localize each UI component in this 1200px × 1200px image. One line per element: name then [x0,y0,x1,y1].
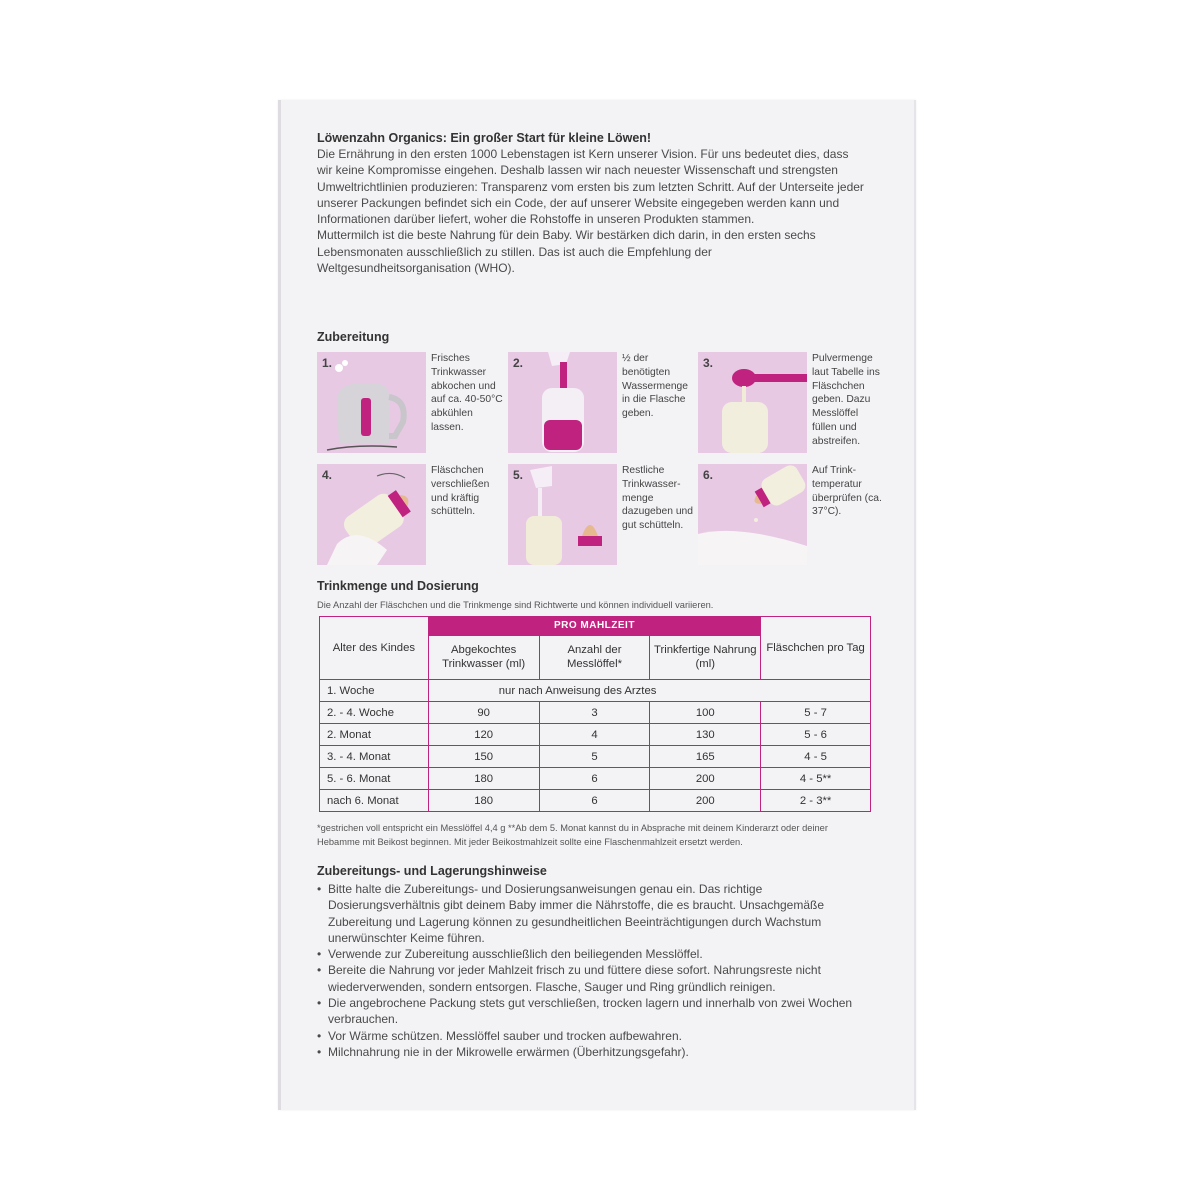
cell-ready: 200 [650,768,761,790]
cell-scoops: 3 [539,702,650,724]
pour-rest-icon [508,464,617,565]
cell-scoops: 6 [539,768,650,790]
dosage-subtitle: Die Anzahl der Fläschchen und die Trinkmenge sind Richtwerte und können individuell variieren. [317,600,714,610]
cell-age: 1. Woche [320,680,429,702]
step-6 [698,464,883,565]
cell-bottles: 4 - 5 [761,746,871,768]
header-ready-food: Trinkfertige Nahrung (ml) [650,635,761,679]
cell-water: 180 [428,768,539,790]
header-pro-meal: PRO MAHLZEIT [428,617,760,636]
step-number: 5. [513,468,524,482]
step-5 [508,464,693,565]
table-row [320,768,871,790]
table-row [320,790,871,812]
step-1 [317,352,502,453]
list-item: • Vor Wärme schützen. Messlöffel sauber und trocken aufbewahren. [317,1028,865,1044]
table-row [320,702,871,724]
list-item: • Verwende zur Zubereitung ausschließlich den beiliegenden Messlöffel. [317,946,865,962]
dosage-footnote: *gestrichen voll entspricht ein Messlöffel 4,4 g **Ab dem 5. Monat kannst du in Absprache mit deinem Kinderarzt oder deiner Hebamme mit Beikost beginnen. Mit jeder Beikostmahlzeit sollte eine Flaschenmahlzeit ersetzt werden. [317,823,828,847]
package-back-panel [278,100,916,1110]
shake-bottle-icon [317,464,426,565]
dosage-title: Trinkmenge und Dosierung [317,579,479,593]
header-scoops: Anzahl der Messlöffel* [539,635,650,679]
package-content [317,130,882,1059]
step-text: ½ der benötigten Wassermenge in die Flasche geben. [622,353,688,420]
step-number: 1. [322,356,333,370]
list-item: • Bereite die Nahrung vor jeder Mahlzeit frisch zu und füttere diese sofort. Nahrungsreste nicht wiederverwenden, sondern entsorgen. Flasche, Sauger und Ring gründlich reinigen. [317,962,865,995]
step-text: Pulvermenge laut Tabelle ins Fläschchen geben. Dazu Messlöffel füllen und abstreifen. [812,353,880,447]
cell-bottles: 2 - 3** [761,790,871,812]
step-2 [508,352,693,453]
cell-bottles: 5 - 7 [761,702,871,724]
cell-scoops: 6 [539,790,650,812]
header-age: Alter des Kindes [320,617,429,680]
wrist-test-icon [698,464,807,565]
cell-water: 150 [428,746,539,768]
list-item: • Milchnahrung nie in der Mikrowelle erwärmen (Überhitzungsgefahr). [317,1044,865,1060]
step-text: Restliche Trinkwasser-menge dazugeben und gut schütteln. [622,465,694,532]
cell-scoops: 4 [539,724,650,746]
cell-water: 120 [428,724,539,746]
step-text: Fläschchen verschließen und kräftig schütteln. [431,465,490,518]
header-water: Abgekochtes Trinkwasser (ml) [428,635,539,679]
list-item: • Die angebrochene Packung stets gut verschließen, trocken lagern und innerhalb von zwei Wochen verbrauchen. [317,995,865,1028]
cell-water: 90 [428,702,539,724]
cell-age: 2. - 4. Woche [320,702,429,724]
table-row [320,724,871,746]
step-text: Auf Trink-temperatur überprüfen (ca. 37°C). [812,465,882,518]
care-title: Zubereitungs- und Lagerungshinweise [317,864,547,878]
step-3 [698,352,883,453]
kettle-icon [317,352,426,453]
cell-ready: 130 [650,724,761,746]
preparation-steps [317,352,882,565]
cell-ready: 100 [650,702,761,724]
cell-age: 5. - 6. Monat [320,768,429,790]
pour-water-icon [508,352,617,453]
step-number: 6. [703,468,714,482]
preparation-title: Zubereitung [317,330,390,344]
cell-ready: 200 [650,790,761,812]
header-bottles-per-day: Fläschchen pro Tag [761,617,871,680]
table-header-row [320,617,871,636]
table-row [320,680,871,702]
cell-age: 3. - 4. Monat [320,746,429,768]
dosage-table [319,616,871,812]
step-number: 3. [703,356,714,370]
list-item: • Bitte halte die Zubereitungs- und Dosierungsanweisungen genau ein. Das richtige Dosierungsverhältnis gibt deinem Baby immer die Nährstoffe, die es braucht. Unsachgemäße Zubereitung und Lagerung können zu gesundheitlichen Beeinträchtigungen durch Wachstum unerwünschter Keime führen. [317,881,865,946]
cell-ready: 165 [650,746,761,768]
intro-section [317,130,865,276]
cell-bottles: 4 - 5** [761,768,871,790]
intro-paragraph-2: Muttermilch ist die beste Nahrung für dein Baby. Wir bestärken dich darin, in den ersten sechs Lebensmonaten ausschließlich zu stillen. Das ist auch die Empfehlung der Weltgesundheitsorganisation (WHO). [317,228,816,276]
cell-doctor-note: nur nach Anweisung des Arztes [428,680,870,702]
cell-bottles: 5 - 6 [761,724,871,746]
cell-scoops: 5 [539,746,650,768]
step-4 [317,464,502,565]
scoop-icon [698,352,807,453]
cell-age: nach 6. Monat [320,790,429,812]
table-row [320,746,871,768]
cell-age: 2. Monat [320,724,429,746]
step-number: 4. [322,468,333,482]
care-list [317,881,865,1060]
step-number: 2. [513,356,524,370]
cell-water: 180 [428,790,539,812]
step-text: Frisches Trinkwasser abkochen und auf ca. 40-50°C abkühlen lassen. [431,353,503,433]
intro-title: Löwenzahn Organics: Ein großer Start für kleine Löwen! [317,131,652,145]
intro-paragraph-1: Die Ernährung in den ersten 1000 Lebenstagen ist Kern unserer Vision. Für uns bedeutet dies, dass wir keine Kompromisse eingehen. Deshalb lassen wir nach neuester Wissenschaft und strengsten Umweltrichtlinien produzieren: Transparenz vom ersten bis zum letzten Schritt. Auf der Unterseite jeder unserer Packungen befindet sich ein Code, der auf unserer Website eingegeben werden kann und Informationen darüber liefert, woher die Rohstoffe in unseren Produkten stammen. [317,147,864,227]
